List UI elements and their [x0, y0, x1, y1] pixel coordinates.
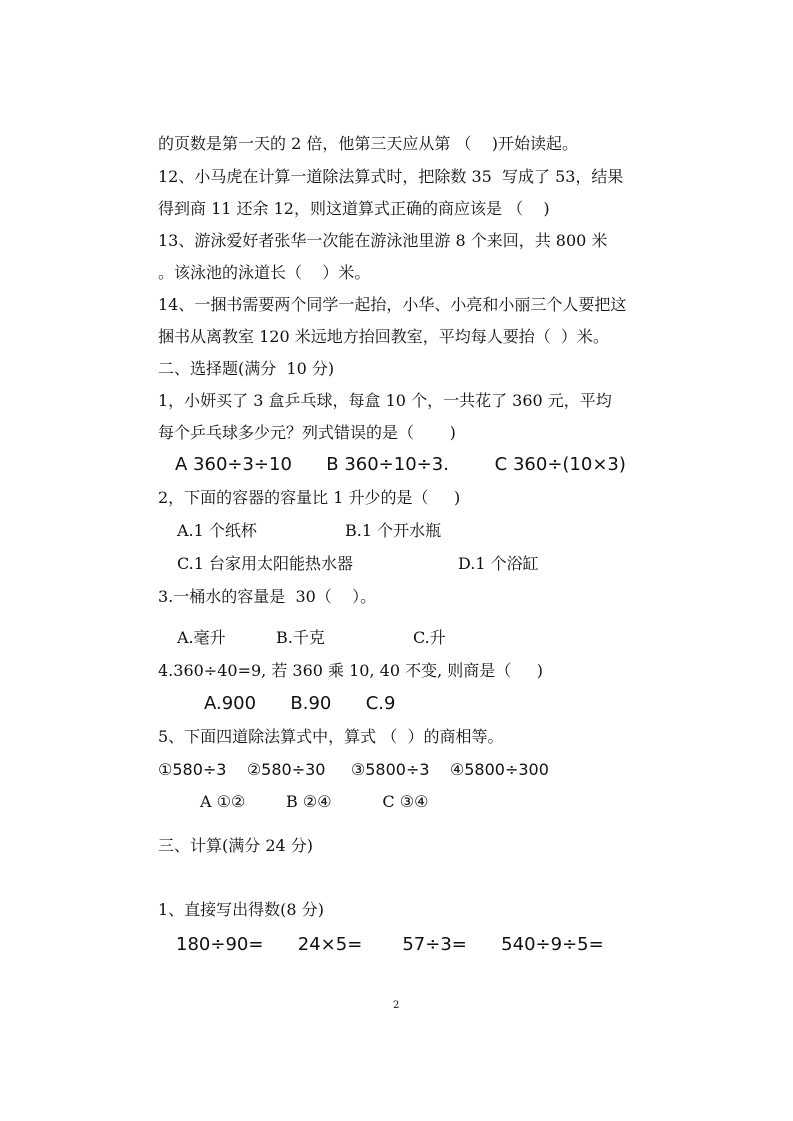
choice-q5-options: A ①② B ②④ C ③④ [200, 792, 429, 811]
choice-q1-options: A 360÷3÷10 B 360÷10÷3. C 360÷(10×3) [175, 454, 626, 475]
choice-q1-line2: 每个乒乓球多少元？列式错误的是（ ) [158, 423, 456, 442]
choice-q2-option-a: A.1 个纸杯 [177, 521, 257, 540]
choice-q1-line1: 1，小妍买了 3 盒乒乓球，每盒 10 个，一共花了 360 元，平均 [158, 391, 612, 410]
q14-line2: 捆书从离教室 120 米远地方抬回教室，平均每人要抬（ ）米。 [158, 327, 609, 346]
q13-line2: 。该泳池的泳道长（ ）米。 [158, 263, 371, 282]
choice-q2-option-c: C.1 台家用太阳能热水器 [177, 554, 354, 573]
choice-q2-option-b: B.1 个开水瓶 [345, 521, 442, 540]
section-heading-choice: 二、选择题(满分 10 分) [158, 359, 335, 378]
choice-q3-stem: 3.一桶水的容量是 30（ ）。 [158, 587, 377, 606]
choice-q2-stem: 2，下面的容器的容量比 1 升少的是（ ) [158, 488, 461, 507]
page-number: 2 [393, 1000, 400, 1011]
q14-line1: 14、一捆书需要两个同学一起抬，小华、小亮和小丽三个人要把这 [158, 295, 627, 314]
choice-q3-option-b: B.千克 [276, 628, 325, 647]
calc-q1-heading: 1、直接写出得数(8 分) [158, 900, 324, 919]
q13-line1: 13、游泳爱好者张华一次能在游泳池里游 8 个来回，共 800 米 [158, 231, 608, 250]
choice-q3-option-c: C.升 [413, 628, 446, 647]
choice-q4-options: A.900 B.90 C.9 [204, 693, 396, 714]
choice-q2-option-d: D.1 个浴缸 [458, 554, 539, 573]
choice-q3-option-a: A.毫升 [177, 628, 226, 647]
q12-line1: 12、小马虎在计算一道除法算式时，把除数 35 写成了 53，结果 [158, 167, 624, 186]
q12-line2: 得到商 11 还余 12，则这道算式正确的商应该是 （ ) [158, 199, 550, 218]
choice-q5-stem: 5、下面四道除法算式中，算式 （ ）的商相等。 [158, 727, 504, 746]
choice-q4-stem: 4.360÷40=9, 若 360 乘 10, 40 不变, 则商是（ ) [158, 661, 543, 680]
q11-continuation: 的页数是第一天的 2 倍，他第三天应从第 （ )开始读起。 [158, 134, 579, 153]
section-heading-calc: 三、计算(满分 24 分) [158, 836, 314, 855]
calc-q1-expressions: 180÷90= 24×5= 57÷3= 540÷9÷5= [176, 934, 604, 955]
choice-q5-expressions: ①580÷3 ②580÷30 ③5800÷3 ④5800÷300 [158, 760, 549, 779]
